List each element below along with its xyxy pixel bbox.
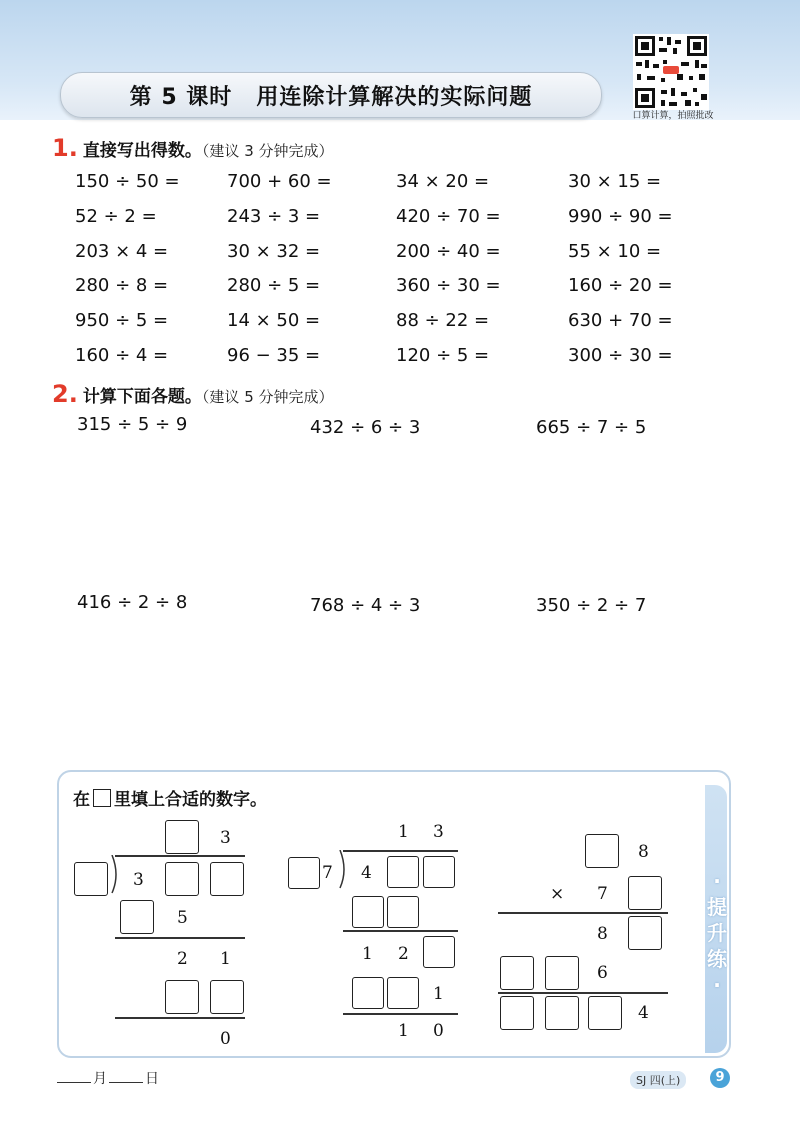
division-bracket-icon [108,855,122,895]
answer-box[interactable] [545,956,579,990]
answer-box[interactable] [500,956,534,990]
mental-math-item: 34 × 20 = [396,171,490,192]
digit: 4 [638,1003,649,1023]
digit: 1 [362,944,373,964]
mental-math-item: 30 × 15 = [568,171,662,192]
question-number: 2. [52,380,78,408]
answer-box[interactable] [352,977,384,1009]
answer-box[interactable] [500,996,534,1030]
multiply-sign: × [550,884,565,904]
digit: 5 [177,908,188,928]
lesson-number: 第 5 课时 [129,84,233,110]
answer-box[interactable] [387,896,419,928]
expression: 416 ÷ 2 ÷ 8 [77,592,188,613]
expression: 665 ÷ 7 ÷ 5 [536,417,647,438]
answer-box[interactable] [628,916,662,950]
digit: 8 [638,842,649,862]
division-bar [115,855,245,857]
expression: 768 ÷ 4 ÷ 3 [310,595,421,616]
question-hint: （建议 5 分钟完成） [201,388,334,406]
mental-math-item: 30 × 32 = [227,241,321,262]
answer-box[interactable] [210,862,244,896]
mental-math-item: 360 ÷ 30 = [396,275,501,296]
mental-math-item: 150 ÷ 50 = [75,171,180,192]
division-bar [343,850,458,852]
day-label: 日 [145,1071,159,1087]
mental-math-item: 630 + 70 = [568,310,673,331]
mental-math-item: 160 ÷ 4 = [75,345,169,366]
digit: 3 [133,870,144,890]
side-label: ·提升练· [707,869,727,997]
day-blank[interactable] [109,1082,143,1083]
answer-box[interactable] [628,876,662,910]
answer-box[interactable] [585,834,619,868]
month-blank[interactable] [57,1082,91,1083]
digit: 3 [433,822,444,842]
blank-box-icon [93,789,111,807]
expression: 315 ÷ 5 ÷ 9 [77,414,188,435]
mental-math-item: 160 ÷ 20 = [568,275,673,296]
mental-math-item: 200 ÷ 40 = [396,241,501,262]
digit: 1 [398,1021,409,1041]
rule-line [498,992,668,994]
rule-line [343,1013,458,1015]
mental-math-item: 203 × 4 = [75,241,169,262]
rule-line [343,930,458,932]
digit: 0 [433,1021,444,1041]
rule-line [115,937,245,939]
digit: 3 [220,828,231,848]
answer-box[interactable] [288,857,320,889]
prompt-post: 里填上合适的数字。 [114,790,267,810]
digit: 1 [220,949,231,969]
mental-math-item: 14 × 50 = [227,310,321,331]
answer-box[interactable] [387,977,419,1009]
lesson-title-bar [60,72,602,118]
digit: 2 [398,944,409,964]
expression: 432 ÷ 6 ÷ 3 [310,417,421,438]
mental-math-item: 280 ÷ 8 = [75,275,169,296]
page-number: 9 [710,1068,730,1088]
digit: 8 [597,924,608,944]
month-label: 月 [93,1071,107,1087]
answer-box[interactable] [120,900,154,934]
mental-math-item: 55 × 10 = [568,241,662,262]
qr-code-icon[interactable] [633,34,709,110]
answer-box[interactable] [352,896,384,928]
rule-line [498,912,668,914]
extension-prompt [73,785,267,810]
prompt-pre: 在 [73,790,90,810]
answer-box[interactable] [165,980,199,1014]
mental-math-item: 280 ÷ 5 = [227,275,321,296]
mental-math-item: 300 ÷ 30 = [568,345,673,366]
answer-box[interactable] [423,856,455,888]
question-text: 计算下面各题。 [82,387,202,407]
question-1-header [52,134,334,162]
mental-math-item: 420 ÷ 70 = [396,206,501,227]
answer-box[interactable] [165,820,199,854]
mental-math-item: 243 ÷ 3 = [227,206,321,227]
answer-box[interactable] [588,996,622,1030]
mental-math-item: 990 ÷ 90 = [568,206,673,227]
expression: 350 ÷ 2 ÷ 7 [536,595,647,616]
digit: 2 [177,949,188,969]
question-number: 1. [52,134,78,162]
rule-line [115,1017,245,1019]
digit: 4 [361,863,372,883]
digit: 1 [398,822,409,842]
question-2-header [52,380,334,408]
digit: 6 [597,963,608,983]
mental-math-item: 88 ÷ 22 = [396,310,490,331]
division-bracket-icon [336,850,350,890]
lesson-title: 用连除计算解决的实际问题 [256,84,533,110]
digit: 1 [433,984,444,1004]
answer-box[interactable] [423,936,455,968]
digit: 7 [597,884,608,904]
answer-box[interactable] [387,856,419,888]
mental-math-item: 950 ÷ 5 = [75,310,169,331]
question-hint: （建议 3 分钟完成） [201,142,334,160]
mental-math-item: 52 ÷ 2 = [75,206,157,227]
qr-caption: 口算计算，拍照批改 [632,111,714,121]
answer-box[interactable] [165,862,199,896]
digit: 7 [322,863,333,883]
digit: 0 [220,1029,231,1049]
question-text: 直接写出得数。 [82,141,202,161]
answer-box[interactable] [545,996,579,1030]
answer-box[interactable] [210,980,244,1014]
mental-math-item: 120 ÷ 5 = [396,345,490,366]
book-code: SJ 四(上) [630,1071,686,1089]
mental-math-item: 700 + 60 = [227,171,332,192]
answer-box[interactable] [74,862,108,896]
date-field[interactable] [55,1068,159,1088]
mental-math-item: 96 − 35 = [227,345,321,366]
